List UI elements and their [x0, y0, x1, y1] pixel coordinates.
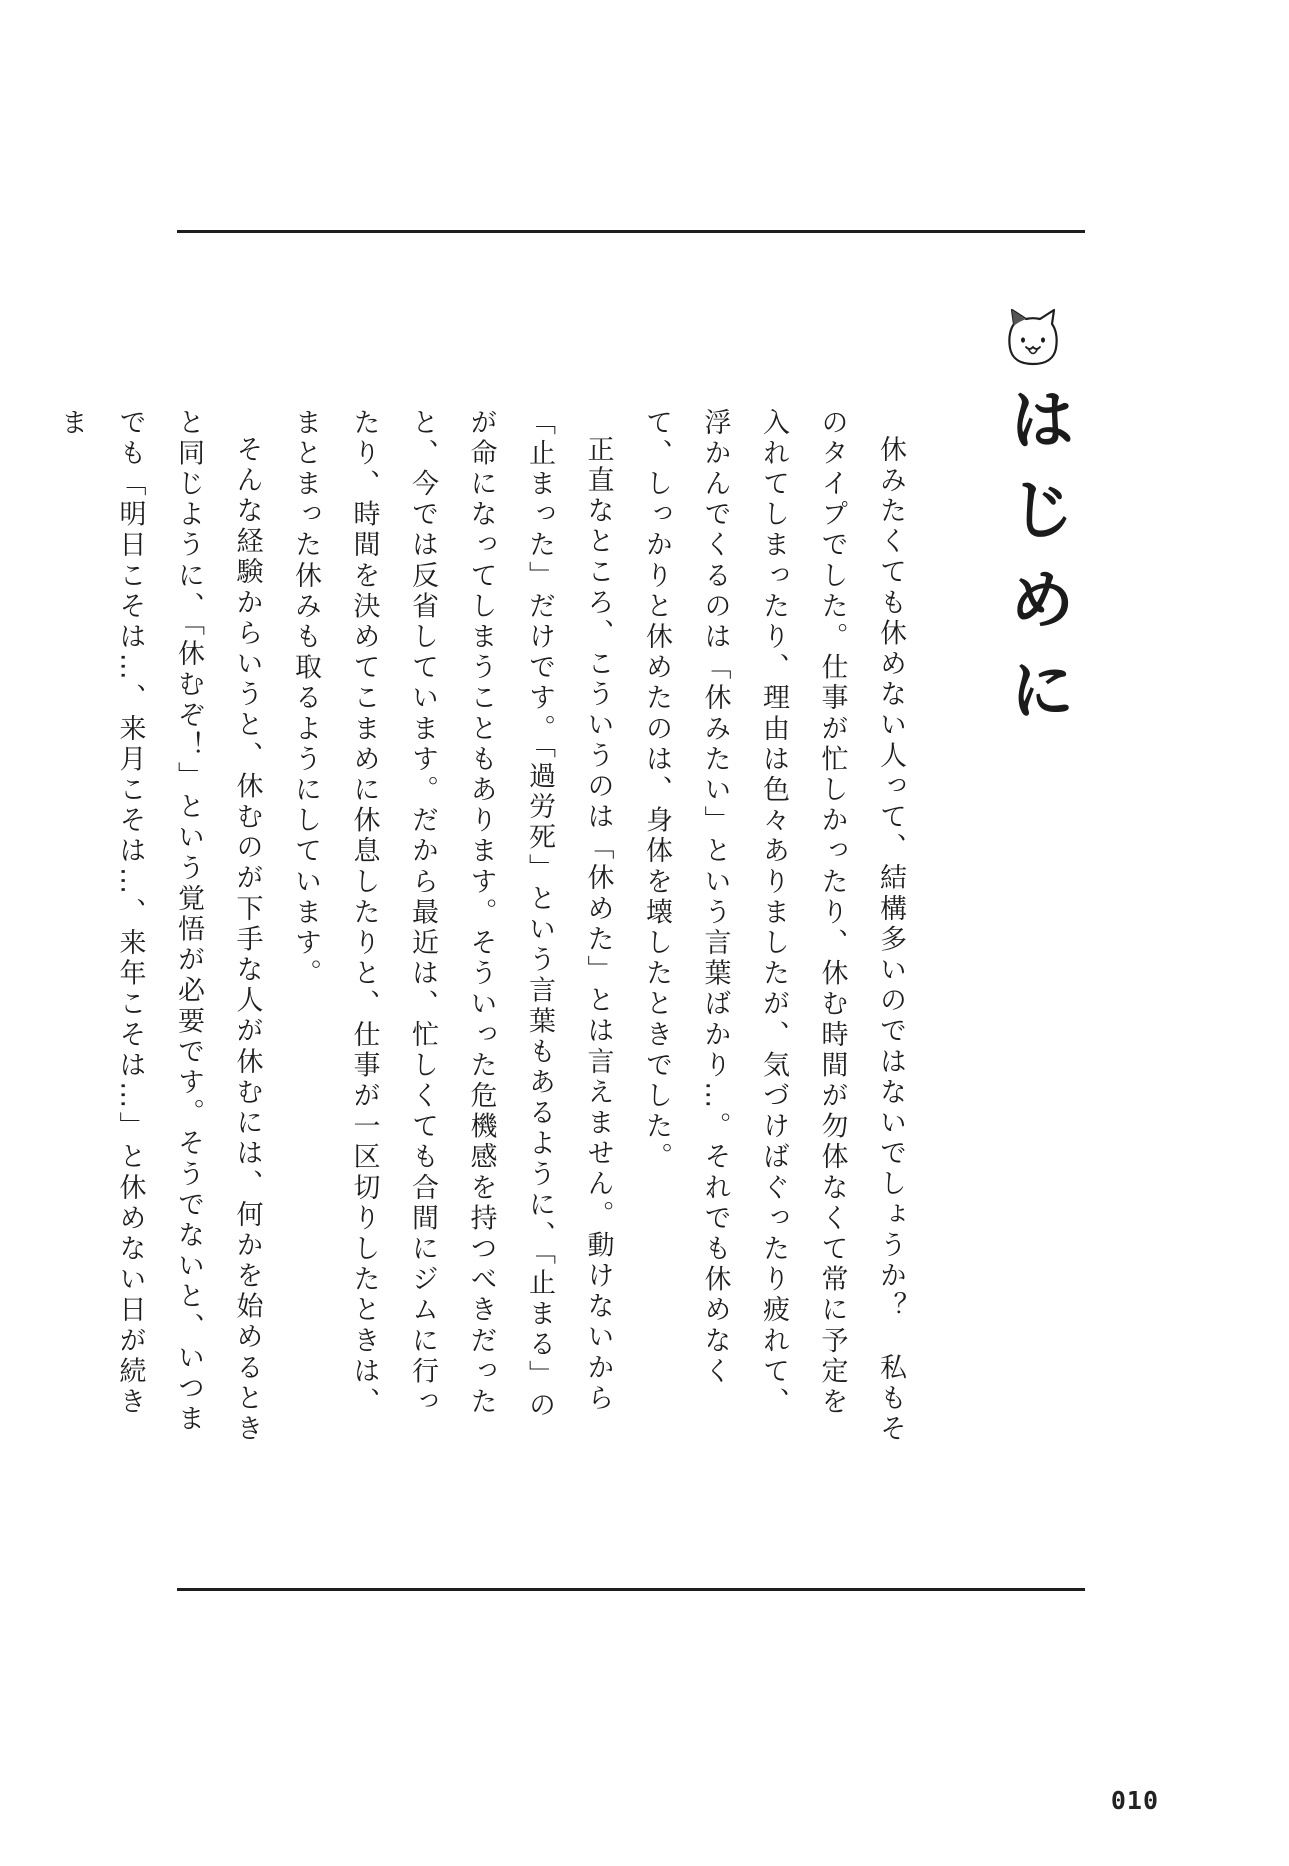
chapter-title: はじめに — [998, 385, 1075, 745]
paragraph-1: 休みたくても休めない人って、結構多いのではないでしょうか？ 私もそのタイプでした。仕事が忙しかったり、休む時間が勿体なくて常に予定を入れてしまったり、理由は色々ありましたが、気づけばぐったり疲れて、浮かんでくるのは「休みたい」という言葉ばかり…。それでも休めなくて、しっかりと休めたのは、身体を壊したときでした。 — [641, 408, 906, 1445]
top-rule — [177, 230, 1085, 233]
cat-face-icon — [1002, 306, 1064, 368]
paragraph-2: 正直なところ、こういうのは「休めた」とは言えません。動けないから「止まった」だけです。「過労死」という言葉もあるように、「止まる」のが命になってしまうこともあります。そういった危機感を持つべきだったと、今では反省しています。だから最近は、忙しくても合間にジムに行ったり、時間を決めてこまめに休息したりと、仕事が一区切りしたときは、まとまった休みも取るようにしています。 — [290, 408, 614, 1422]
body-text — [42, 408, 920, 1448]
paragraph-3: そんな経験からいうと、休むのが下手な人が休むには、何かを始めるときと同じように、「休むぞ！」という覚悟が必要です。そうでないと、いつまでも「明日こそは…、来月こそは…、来年こそは…」と休めない日が続きま — [56, 408, 263, 1445]
bottom-rule — [177, 1588, 1085, 1591]
page-number: 010 — [1110, 1786, 1159, 1815]
